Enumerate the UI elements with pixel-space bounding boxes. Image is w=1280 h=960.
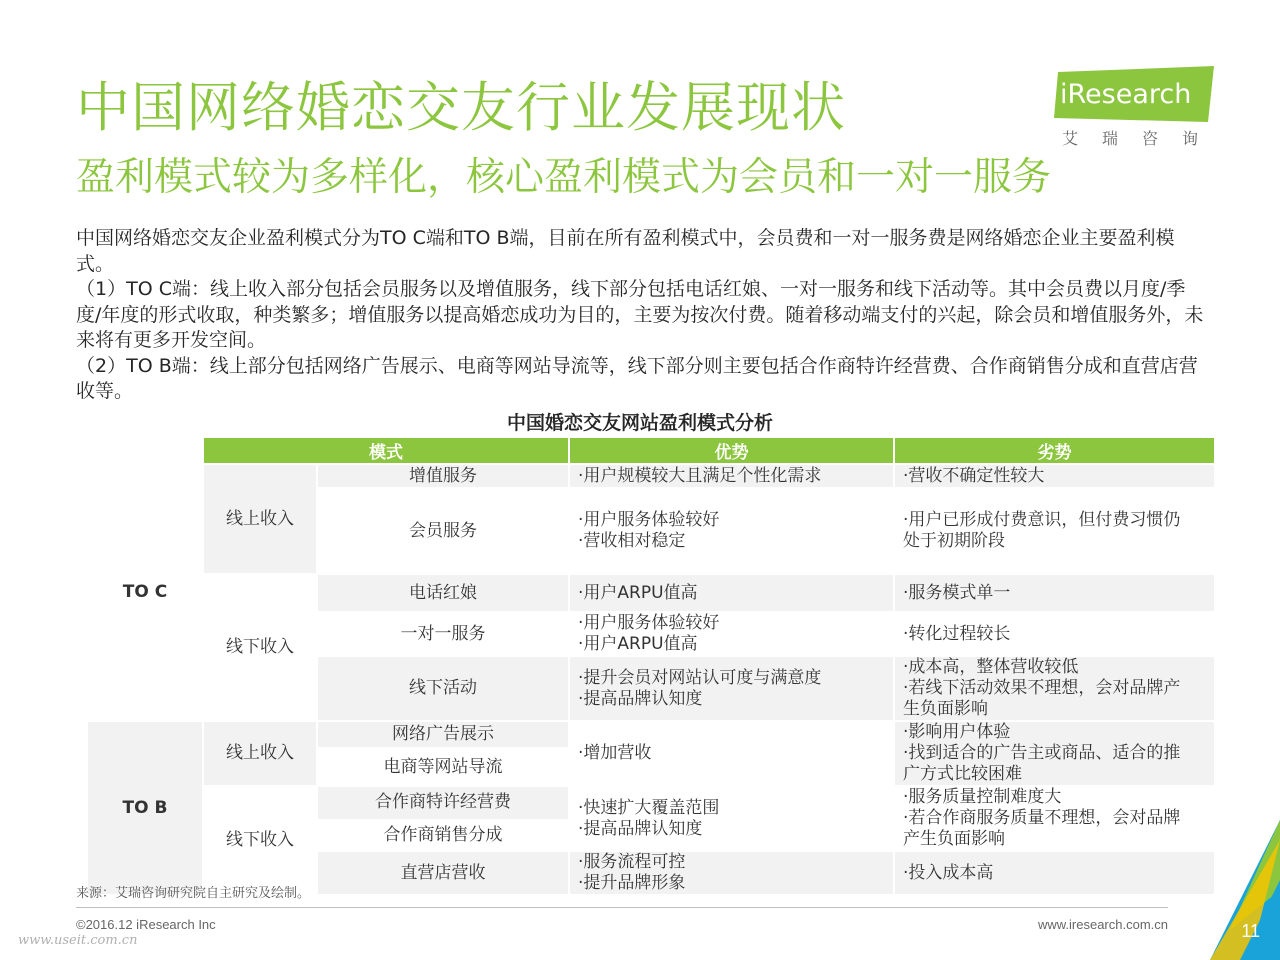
cons-cell: ·服务模式单一 [894, 574, 1215, 612]
page-number: 11 [1241, 921, 1260, 941]
channel-toc-offline [203, 574, 317, 721]
pros-line: ·用户服务体验较好 [578, 510, 720, 530]
tob-paragraph: （2）TO B端：线上部分包括网络广告展示、电商等网站导流等，线下部分则主要包括合作商特许经营费、合作商销售分成和直营店营收等。 [76, 354, 1198, 402]
pros-cell [569, 851, 894, 895]
mode-cell: 直营店营收 [317, 851, 569, 895]
pros-cell [569, 656, 894, 721]
pros-cell [569, 786, 894, 851]
footer-divider [76, 907, 1168, 908]
cons-cell [894, 488, 1215, 574]
header-blank [87, 437, 203, 464]
cons-line: ·若线下活动效果不理想，会对品牌产 [903, 678, 1181, 698]
cons-line: ·影响用户体验 [903, 722, 1011, 742]
cons-cell [894, 721, 1215, 786]
cons-cell: ·营收不确定性较大 [894, 464, 1215, 488]
header-cons: 劣势 [894, 437, 1215, 464]
mode-cell: 会员服务 [317, 488, 569, 574]
pros-line: ·用户ARPU值高 [578, 634, 698, 654]
mode-cell: 电话红娘 [317, 574, 569, 612]
channel-tob-offline: 线下收入 [203, 786, 317, 895]
cons-line: ·找到适合的广告主或商品、适合的推 [903, 743, 1181, 763]
mode-cell: 线下活动 [317, 656, 569, 721]
pros-cell [569, 612, 894, 656]
channel-label: 线下收入 [226, 637, 294, 657]
toc-paragraph: （1）TO C端：线上收入部分包括会员服务以及增值服务，线下部分包括电话红娘、一对一服务和线下活动等。其中会员费以月度/季度/年度的形式收取，种类繁多；增值服务以提高婚恋成功为目的，主要为按次付费。随着移动端支付的兴起，除会员和增值服务外，未来将有更多开发空间。 [76, 278, 1204, 351]
page-title: 中国网络婚恋交友行业发展现状 [76, 76, 846, 139]
pros-line: ·提升品牌形象 [578, 873, 686, 893]
mode-cell: 增值服务 [317, 464, 569, 488]
copyright: ©2016.12 iResearch Inc [76, 917, 216, 932]
mode-cell: 一对一服务 [317, 612, 569, 656]
pros-line: ·提高品牌认知度 [578, 688, 703, 709]
page-subtitle: 盈利模式较为多样化，核心盈利模式为会员和一对一服务 [76, 155, 1052, 200]
cons-line: 产生负面影响 [903, 829, 1005, 849]
mode-cell: 电商等网站导流 [317, 748, 569, 786]
cons-cell [894, 656, 1215, 721]
website-url: www.iresearch.com.cn [1037, 917, 1168, 932]
cons-line: 处于初期阶段 [903, 531, 1005, 551]
pros-line: ·营收相对稳定 [578, 531, 686, 551]
pros-cell: ·用户规模较大且满足个性化需求 [569, 464, 894, 488]
header-mode: 模式 [203, 437, 569, 464]
header-pros: 优势 [569, 437, 894, 464]
intro-text [76, 226, 1210, 405]
intro-paragraph: 中国网络婚恋交友企业盈利模式分为TO C端和TO B端，目前在所有盈利模式中，会员费和一对一服务费是网络婚恋企业主要盈利模式。 [76, 227, 1175, 275]
profit-model-table [86, 436, 1214, 896]
pros-line: ·用户服务体验较好 [578, 613, 720, 633]
watermark: www.useit.com.cn [18, 933, 138, 948]
source-note: 来源：艾瑞咨询研究院自主研究及绘制。 [76, 886, 311, 901]
cons-line: 生负面影响 [903, 699, 988, 719]
cons-line: ·若合作商服务质量不理想，会对品牌 [903, 808, 1181, 828]
pros-line: ·快速扩大覆盖范围 [578, 797, 720, 818]
mode-cell: 合作商特许经营费 [317, 786, 569, 820]
pros-line: ·提升会员对网站认可度与满意度 [578, 667, 822, 688]
channel-tob-online: 线上收入 [203, 721, 317, 786]
pros-line: ·提高品牌认知度 [578, 818, 703, 839]
pros-cell: ·用户ARPU值高 [569, 574, 894, 612]
logo-cn-text: 艾瑞咨询 [1062, 129, 1223, 148]
table-title: 中国婚恋交友网站盈利模式分析 [506, 412, 773, 434]
cons-line: 广方式比较困难 [903, 764, 1022, 784]
cons-line: ·用户已形成付费意识，但付费习惯仍 [903, 510, 1181, 530]
cons-cell [894, 786, 1215, 851]
cons-cell: ·转化过程较长 [894, 612, 1215, 656]
group-tob: TO B [87, 721, 203, 895]
mode-cell: 合作商销售分成 [317, 820, 569, 851]
pros-cell [569, 488, 894, 574]
cons-cell: ·投入成本高 [894, 851, 1215, 895]
cons-line: ·成本高，整体营收较低 [903, 657, 1079, 677]
channel-toc-online: 线上收入 [203, 464, 317, 574]
cons-line: ·服务质量控制难度大 [903, 787, 1062, 807]
iresearch-logo [1054, 66, 1224, 150]
pros-line: ·服务流程可控 [578, 852, 686, 872]
logo-text: iResearch [1060, 79, 1192, 110]
group-toc: TO C [87, 464, 203, 721]
mode-cell: 网络广告展示 [317, 721, 569, 748]
pros-cell: ·增加营收 [569, 721, 894, 786]
